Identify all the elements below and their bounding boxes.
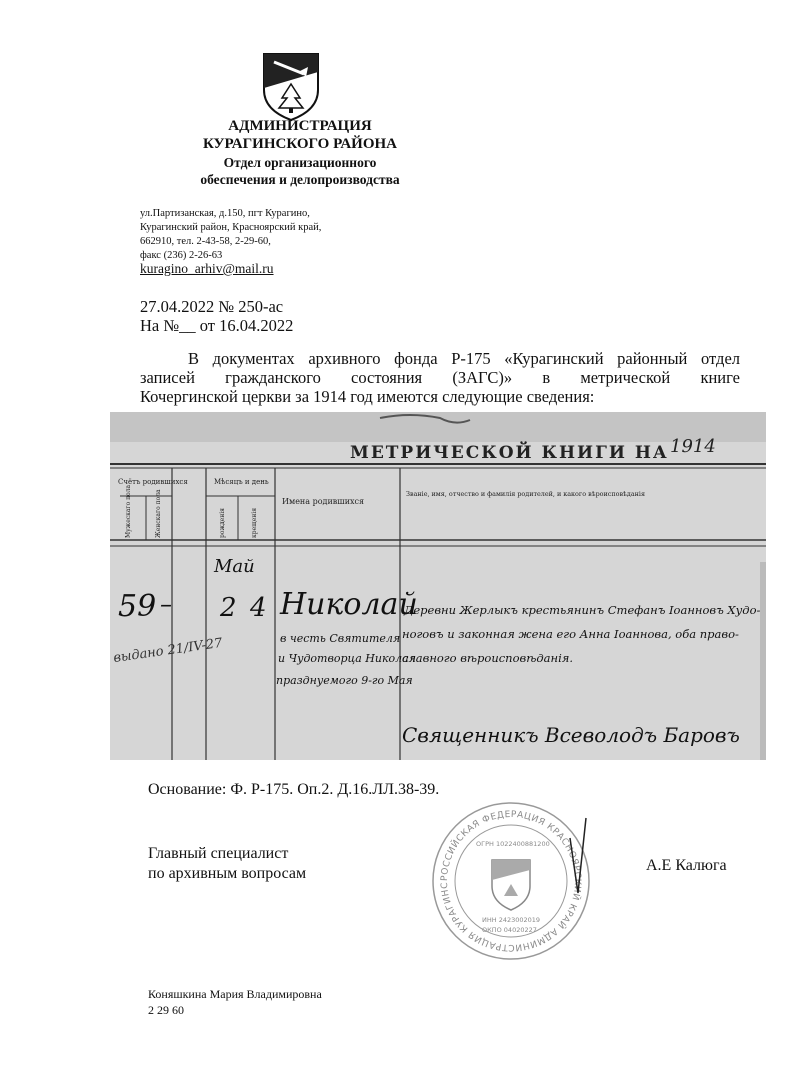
entry-margin-note: выдано 21/IV-27 <box>112 635 224 666</box>
entry-saint-line: празднуемого 9-го Мая <box>276 674 413 687</box>
executor-name: Коняшкина Мария Владимировна <box>148 987 322 1001</box>
seal-inn: ИНН 2423002019 <box>482 916 541 924</box>
col-header-female: Женскаго пола <box>155 489 162 538</box>
col-header-male: Мужескаго пола <box>125 484 132 538</box>
coat-of-arms-emblem <box>260 50 322 122</box>
priest-signature: Священникъ Всеволодъ Баровъ <box>402 723 740 747</box>
address-fax-line: факс (236) 2-26-63 <box>140 250 223 261</box>
col-header-birth: рожденія <box>219 508 226 538</box>
entry-parents-line: славного вѣроисповѣданія. <box>402 651 574 665</box>
body-text-line: записей гражданского состояния (ЗАГС)» в метрической книге <box>140 368 740 387</box>
entry-month: Май <box>214 556 255 577</box>
entry-baptism-day: 4 <box>250 593 267 623</box>
register-scan-image <box>110 412 766 760</box>
body-text-line: В документах архивного фонда Р-175 «Курагинский районный отдел <box>188 349 740 368</box>
body-text-line: Кочергинской церкви за 1914 год имеются следующие сведения: <box>140 387 595 406</box>
entry-number: 59 <box>118 589 157 624</box>
official-seal-stamp <box>428 798 594 964</box>
col-header-count: Счётъ родившихся <box>118 478 188 486</box>
col-header-names: Имена родившихся <box>282 497 365 506</box>
signatory-position-line1: Главный специалист <box>148 845 289 862</box>
col-header-parents: Званіе, имя, отчество и фамилія родителей, и какого вѣроисповѣданія <box>406 490 645 498</box>
address-line: Курагинский район, Красноярский край, <box>140 222 322 233</box>
dept-name-line1: Отдел организационного <box>223 155 377 170</box>
entry-saint-line: и Чудотворца Николая <box>278 652 416 665</box>
signatory-name: А.Е Калюга <box>646 857 727 874</box>
address-line: ул.Партизанская, д.150, пгт Курагино, <box>140 208 310 219</box>
register-title: МЕТРИЧЕСКОЙ КНИГИ НА <box>350 443 669 463</box>
entry-birth-day: 2 <box>220 593 237 623</box>
col-header-baptism: крещенія <box>251 508 258 538</box>
dept-name-line2: обеспечения и делопроизводства <box>200 172 400 187</box>
incoming-reference: На №__ от 16.04.2022 <box>140 316 294 335</box>
col-header-date: Мѣсяцъ и день <box>214 478 269 486</box>
entry-child-name: Николай <box>280 587 418 622</box>
seal-ogrn: ОГРН 1022400881200 <box>476 840 550 848</box>
entry-parents-line: Деревни Жерлыкъ крестьянинъ Стефанъ Іоанновъ Худо- <box>404 603 761 617</box>
entry-dash: – <box>160 590 172 618</box>
org-name-line1: АДМИНИСТРАЦИЯ <box>228 118 372 134</box>
register-year-handwritten: 1914 <box>670 436 716 457</box>
basis-reference: Основание: Ф. Р-175. Оп.2. Д.16.ЛЛ.38-39. <box>148 781 440 798</box>
signatory-position-line2: по архивным вопросам <box>148 865 307 882</box>
executor-phone: 2 29 60 <box>148 1003 184 1017</box>
org-name-line2: КУРАГИНСКОГО РАЙОНА <box>202 136 398 152</box>
entry-saint-line: в честь Святителя <box>280 632 401 645</box>
seal-ring-text: РОССИЙСКАЯ ФЕДЕРАЦИЯ КРАСНОЯРСКИЙ КРАЙ АДМИНИСТРАЦИЯ КУРАГИНС <box>439 809 583 953</box>
seal-okpo: ОКПО 04020227 <box>482 926 537 934</box>
entry-parents-line: ноговъ и законная жена его Анна Іоаннова, оба право- <box>402 627 739 641</box>
address-phone-line: 662910, тел. 2-43-58, 2-29-60, <box>140 236 271 247</box>
email-link[interactable]: kuragino_arhiv@mail.ru <box>140 261 274 276</box>
outgoing-number: 27.04.2022 № 250-ас <box>140 297 284 316</box>
